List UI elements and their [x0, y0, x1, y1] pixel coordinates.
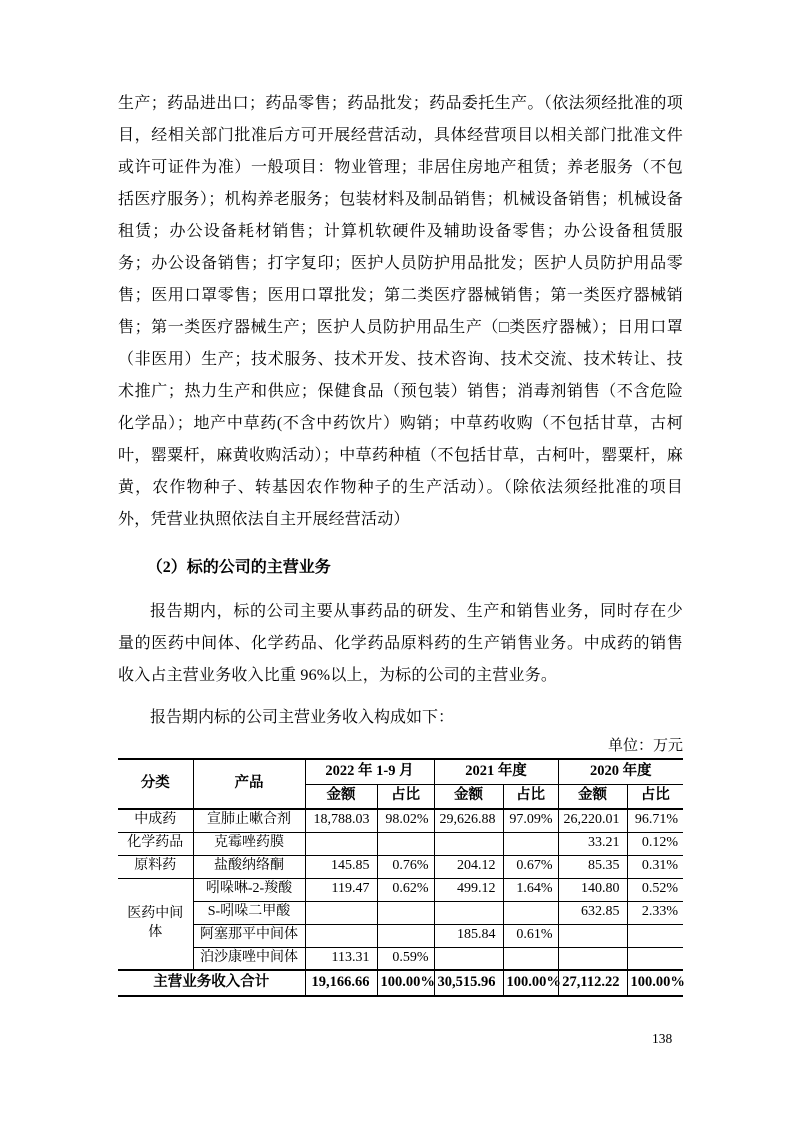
- cell-amount-2021: 499.12: [434, 878, 503, 901]
- cell-ratio-2022: [377, 832, 434, 855]
- cell-total-label: 主营业务收入合计: [118, 970, 305, 996]
- table-row: [118, 832, 683, 855]
- revenue-table: [118, 758, 683, 997]
- section-heading: （2）标的公司的主营业务: [146, 559, 331, 576]
- cell-ratio-2020: 0.31%: [627, 855, 683, 878]
- cell-ratio-2022: 98.02%: [377, 809, 434, 832]
- header-amount-2020: 金额: [558, 784, 627, 809]
- cell-ratio-2020: [627, 924, 683, 947]
- cell-amount-2022: 119.47: [305, 878, 377, 901]
- cell-category: 医药中间体: [118, 878, 193, 970]
- cell-amount-2020: [558, 924, 627, 947]
- header-amount-2022: 金额: [305, 784, 377, 809]
- cell-ratio-2020: 96.71%: [627, 809, 683, 832]
- table-row: [118, 855, 683, 878]
- cell-total-amount-2021: 30,515.96: [434, 970, 503, 996]
- cell-ratio-2021: [503, 832, 558, 855]
- cell-ratio-2021: 0.61%: [503, 924, 558, 947]
- cell-amount-2020: 33.21: [558, 832, 627, 855]
- cell-amount-2020: [558, 947, 627, 970]
- header-period-2020: 2020 年度: [558, 759, 683, 784]
- cell-amount-2022: [305, 901, 377, 924]
- cell-ratio-2020: 2.33%: [627, 901, 683, 924]
- cell-ratio-2021: [503, 947, 558, 970]
- cell-amount-2021: 29,626.88: [434, 809, 503, 832]
- table-row: [118, 809, 683, 832]
- table-header-row-periods: [118, 759, 683, 784]
- cell-ratio-2022: 0.76%: [377, 855, 434, 878]
- cell-amount-2021: 204.12: [434, 855, 503, 878]
- main-business-paragraph: 报告期内，标的公司主要从事药品的研发、生产和销售业务，同时存在少量的医药中间体、化学药品、化学药品原料药的生产销售业务。中成药的销售收入占主营业务收入比重 96%以上，为标的公司的主营业务。: [118, 603, 683, 684]
- cell-ratio-2022: 0.59%: [377, 947, 434, 970]
- cell-amount-2021: 185.84: [434, 924, 503, 947]
- cell-amount-2021: [434, 947, 503, 970]
- cell-total-amount-2020: 27,112.22: [558, 970, 627, 996]
- cell-total-amount-2022: 19,166.66: [305, 970, 377, 996]
- cell-amount-2020: 140.80: [558, 878, 627, 901]
- cell-amount-2020: 85.35: [558, 855, 627, 878]
- cell-total-ratio-2020: 100.00%: [627, 970, 683, 996]
- cell-category: 原料药: [118, 855, 193, 878]
- cell-ratio-2021: 97.09%: [503, 809, 558, 832]
- cell-amount-2022: 113.31: [305, 947, 377, 970]
- cell-category: 中成药: [118, 809, 193, 832]
- header-category: 分类: [118, 759, 193, 809]
- header-product: 产品: [193, 759, 305, 809]
- cell-amount-2021: [434, 901, 503, 924]
- unit-label: 单位：万元: [607, 738, 683, 754]
- cell-product: 吲哚啉-2-羧酸: [193, 878, 305, 901]
- cell-amount-2020: 632.85: [558, 901, 627, 924]
- business-scope-paragraph: 生产；药品进出口；药品零售；药品批发；药品委托生产。（依法须经批准的项目，经相关部门批准后方可开展经营活动，具体经营项目以相关部门批准文件或许可证件为准）一般项目：物业管理；非居住房地产租赁；养老服务（不包括医疗服务）；机构养老服务；包装材料及制品销售；机械设备销售；机械设备租赁；办公设备耗材销售；计算机软硬件及辅助设备零售；办公设备租赁服务；办公设备销售；打字复印；医护人员防护用品批发；医护人员防护用品零售；医用口罩零售；医用口罩批发；第二类医疗器械销售；第一类医疗器械销售；第一类医疗器械生产；医护人员防护用品生产（□类医疗器械）；日用口罩（非医用）生产；技术服务、技术开发、技术咨询、技术交流、技术转让、技术推广；热力生产和供应；保健食品（预包装）销售；消毒剂销售（不含危险化学品）；地产中草药(不含中药饮片）购销；中草药收购（不包括甘草，古柯叶，罂粟杆，麻黄收购活动）；中草药种植（不包括甘草，古柯叶，罂粟杆，麻黄，农作物种子、转基因农作物种子的生产活动）。（除依法须经批准的项目外，凭营业执照依法自主开展经营活动）: [118, 95, 683, 528]
- header-ratio-2020: 占比: [627, 784, 683, 809]
- cell-ratio-2021: 1.64%: [503, 878, 558, 901]
- cell-product: S-吲哚二甲酸: [193, 901, 305, 924]
- cell-ratio-2022: 0.62%: [377, 878, 434, 901]
- cell-ratio-2022: [377, 901, 434, 924]
- cell-product: 克霉唑药膜: [193, 832, 305, 855]
- cell-amount-2020: 26,220.01: [558, 809, 627, 832]
- cell-ratio-2020: 0.52%: [627, 878, 683, 901]
- cell-product: 阿塞那平中间体: [193, 924, 305, 947]
- header-ratio-2022: 占比: [377, 784, 434, 809]
- cell-amount-2022: [305, 924, 377, 947]
- cell-total-ratio-2021: 100.00%: [503, 970, 558, 996]
- cell-category: 化学药品: [118, 832, 193, 855]
- header-period-2021: 2021 年度: [434, 759, 558, 784]
- header-amount-2021: 金额: [434, 784, 503, 809]
- cell-amount-2022: 18,788.03: [305, 809, 377, 832]
- table-row: [118, 947, 683, 970]
- cell-product: 宣肺止嗽合剂: [193, 809, 305, 832]
- table-row: [118, 878, 683, 901]
- table-total-row: [118, 970, 683, 996]
- cell-amount-2022: 145.85: [305, 855, 377, 878]
- cell-ratio-2022: [377, 924, 434, 947]
- table-row: [118, 901, 683, 924]
- cell-product: 泊沙康唑中间体: [193, 947, 305, 970]
- cell-product: 盐酸纳络酮: [193, 855, 305, 878]
- cell-ratio-2021: [503, 901, 558, 924]
- cell-ratio-2020: 0.12%: [627, 832, 683, 855]
- cell-amount-2022: [305, 832, 377, 855]
- table-intro-paragraph: 报告期内标的公司主营业务收入构成如下：: [150, 709, 455, 726]
- page-number: 138: [652, 1031, 673, 1046]
- cell-ratio-2020: [627, 947, 683, 970]
- cell-amount-2021: [434, 832, 503, 855]
- header-ratio-2021: 占比: [503, 784, 558, 809]
- table-row: [118, 924, 683, 947]
- content-area: [118, 88, 683, 997]
- cell-total-ratio-2022: 100.00%: [377, 970, 434, 996]
- cell-ratio-2021: 0.67%: [503, 855, 558, 878]
- header-period-2022: 2022 年 1-9 月: [305, 759, 434, 784]
